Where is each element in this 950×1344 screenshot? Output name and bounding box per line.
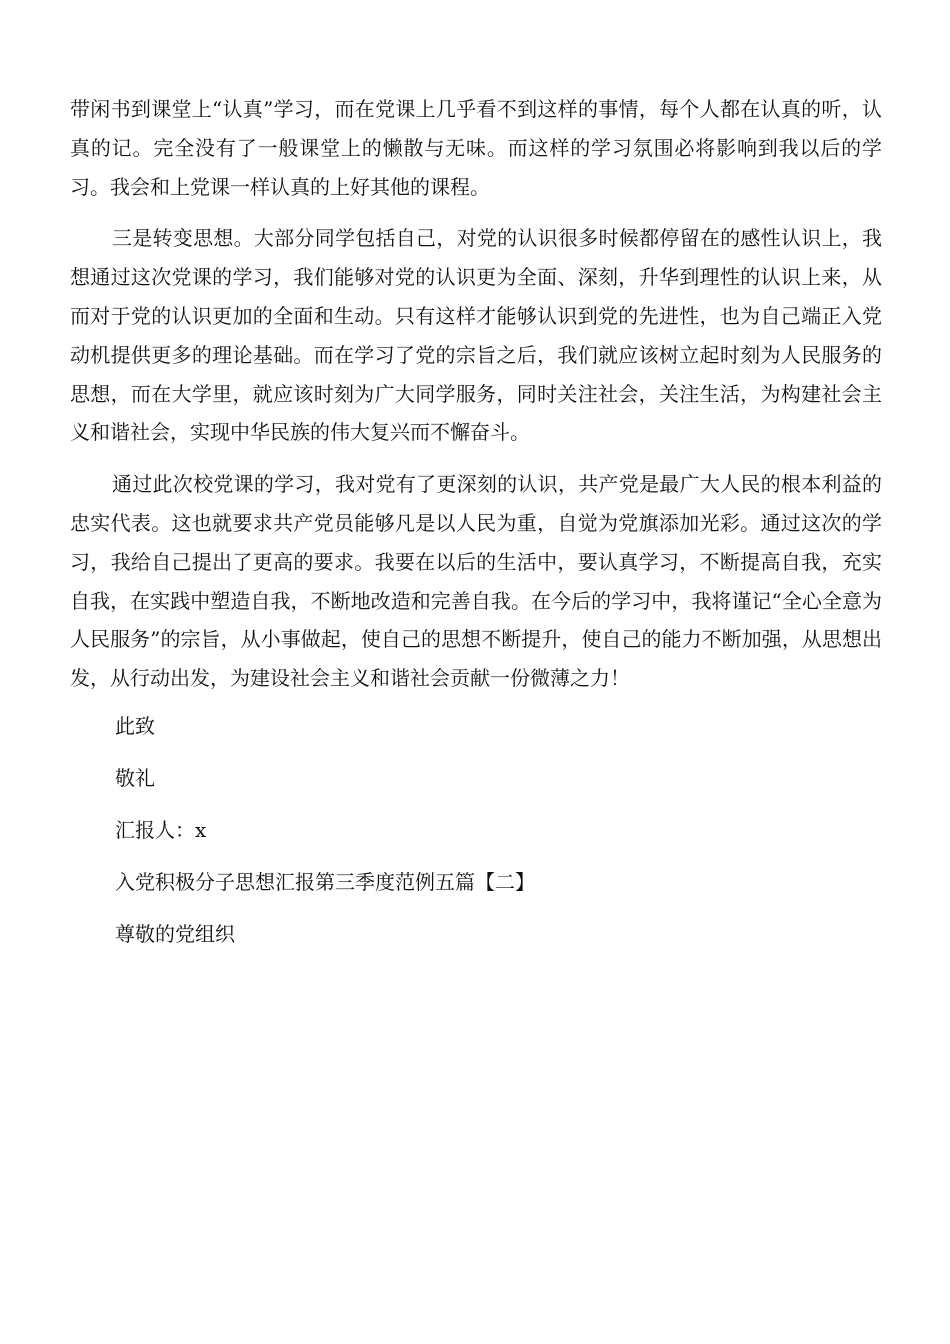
paragraph-conclusion: 通过此次校党课的学习，我对党有了更深刻的认识，共产党是最广大人民的根本利益的忠实代表。这也就要求共产党员能够凡是以人民为重，自觉为党旗添加光彩。通过这次的学习，我给自己提出了更高的要求。我要在以后的生活中，要认真学习，不断提高自我，充实自我，在实践中塑造自我，不断地改造和完善自我。在今后的学习中，我将谨记“全心全意为人民服务”的宗旨，从小事做起，使自己的思想不断提升，使自己的能力不断加强，从思想出发，从行动出发，为建设社会主义和谐社会贡献一份微薄之力！ [70,472,882,691]
closing-line: 此致 [115,713,155,738]
paragraph-continuation: 带闲书到课堂上“认真”学习，而在党课上几乎看不到这样的事情，每个人都在认真的听，认真的记。完全没有了一般课堂上的懒散与无味。而这样的学习氛围必将影响到我以后的学习。我会和上党课一样认真的上好其他的课程。 [70,97,882,199]
paragraph-thought-change: 三是转变思想。大部分同学包括自己，对党的认识很多时候都停留在的感性认识上，我想通过这次党课的学习，我们能够对党的认识更为全面、深刻，升华到理性的认识上来，从而对于党的认识更加的全面和生动。只有这样才能够认识到党的先进性，也为自己端正入党动机提供更多的理论基础。而在学习了党的宗旨之后，我们就应该树立起时刻为人民服务的思想，而在大学里，就应该时刻为广大同学服务，同时关注社会，关注生活，为构建社会主义和谐社会，实现中华民族的伟大复兴而不懈奋斗。 [70,226,882,445]
letter-closing [70,700,882,960]
document-body [70,90,882,960]
reporter-line: 汇报人：x [115,817,207,842]
next-section-title: 入党积极分子思想汇报第三季度范例五篇【二】 [115,869,535,894]
next-section-greeting: 尊敬的党组织 [115,921,235,946]
salute-line: 敬礼 [115,765,155,790]
